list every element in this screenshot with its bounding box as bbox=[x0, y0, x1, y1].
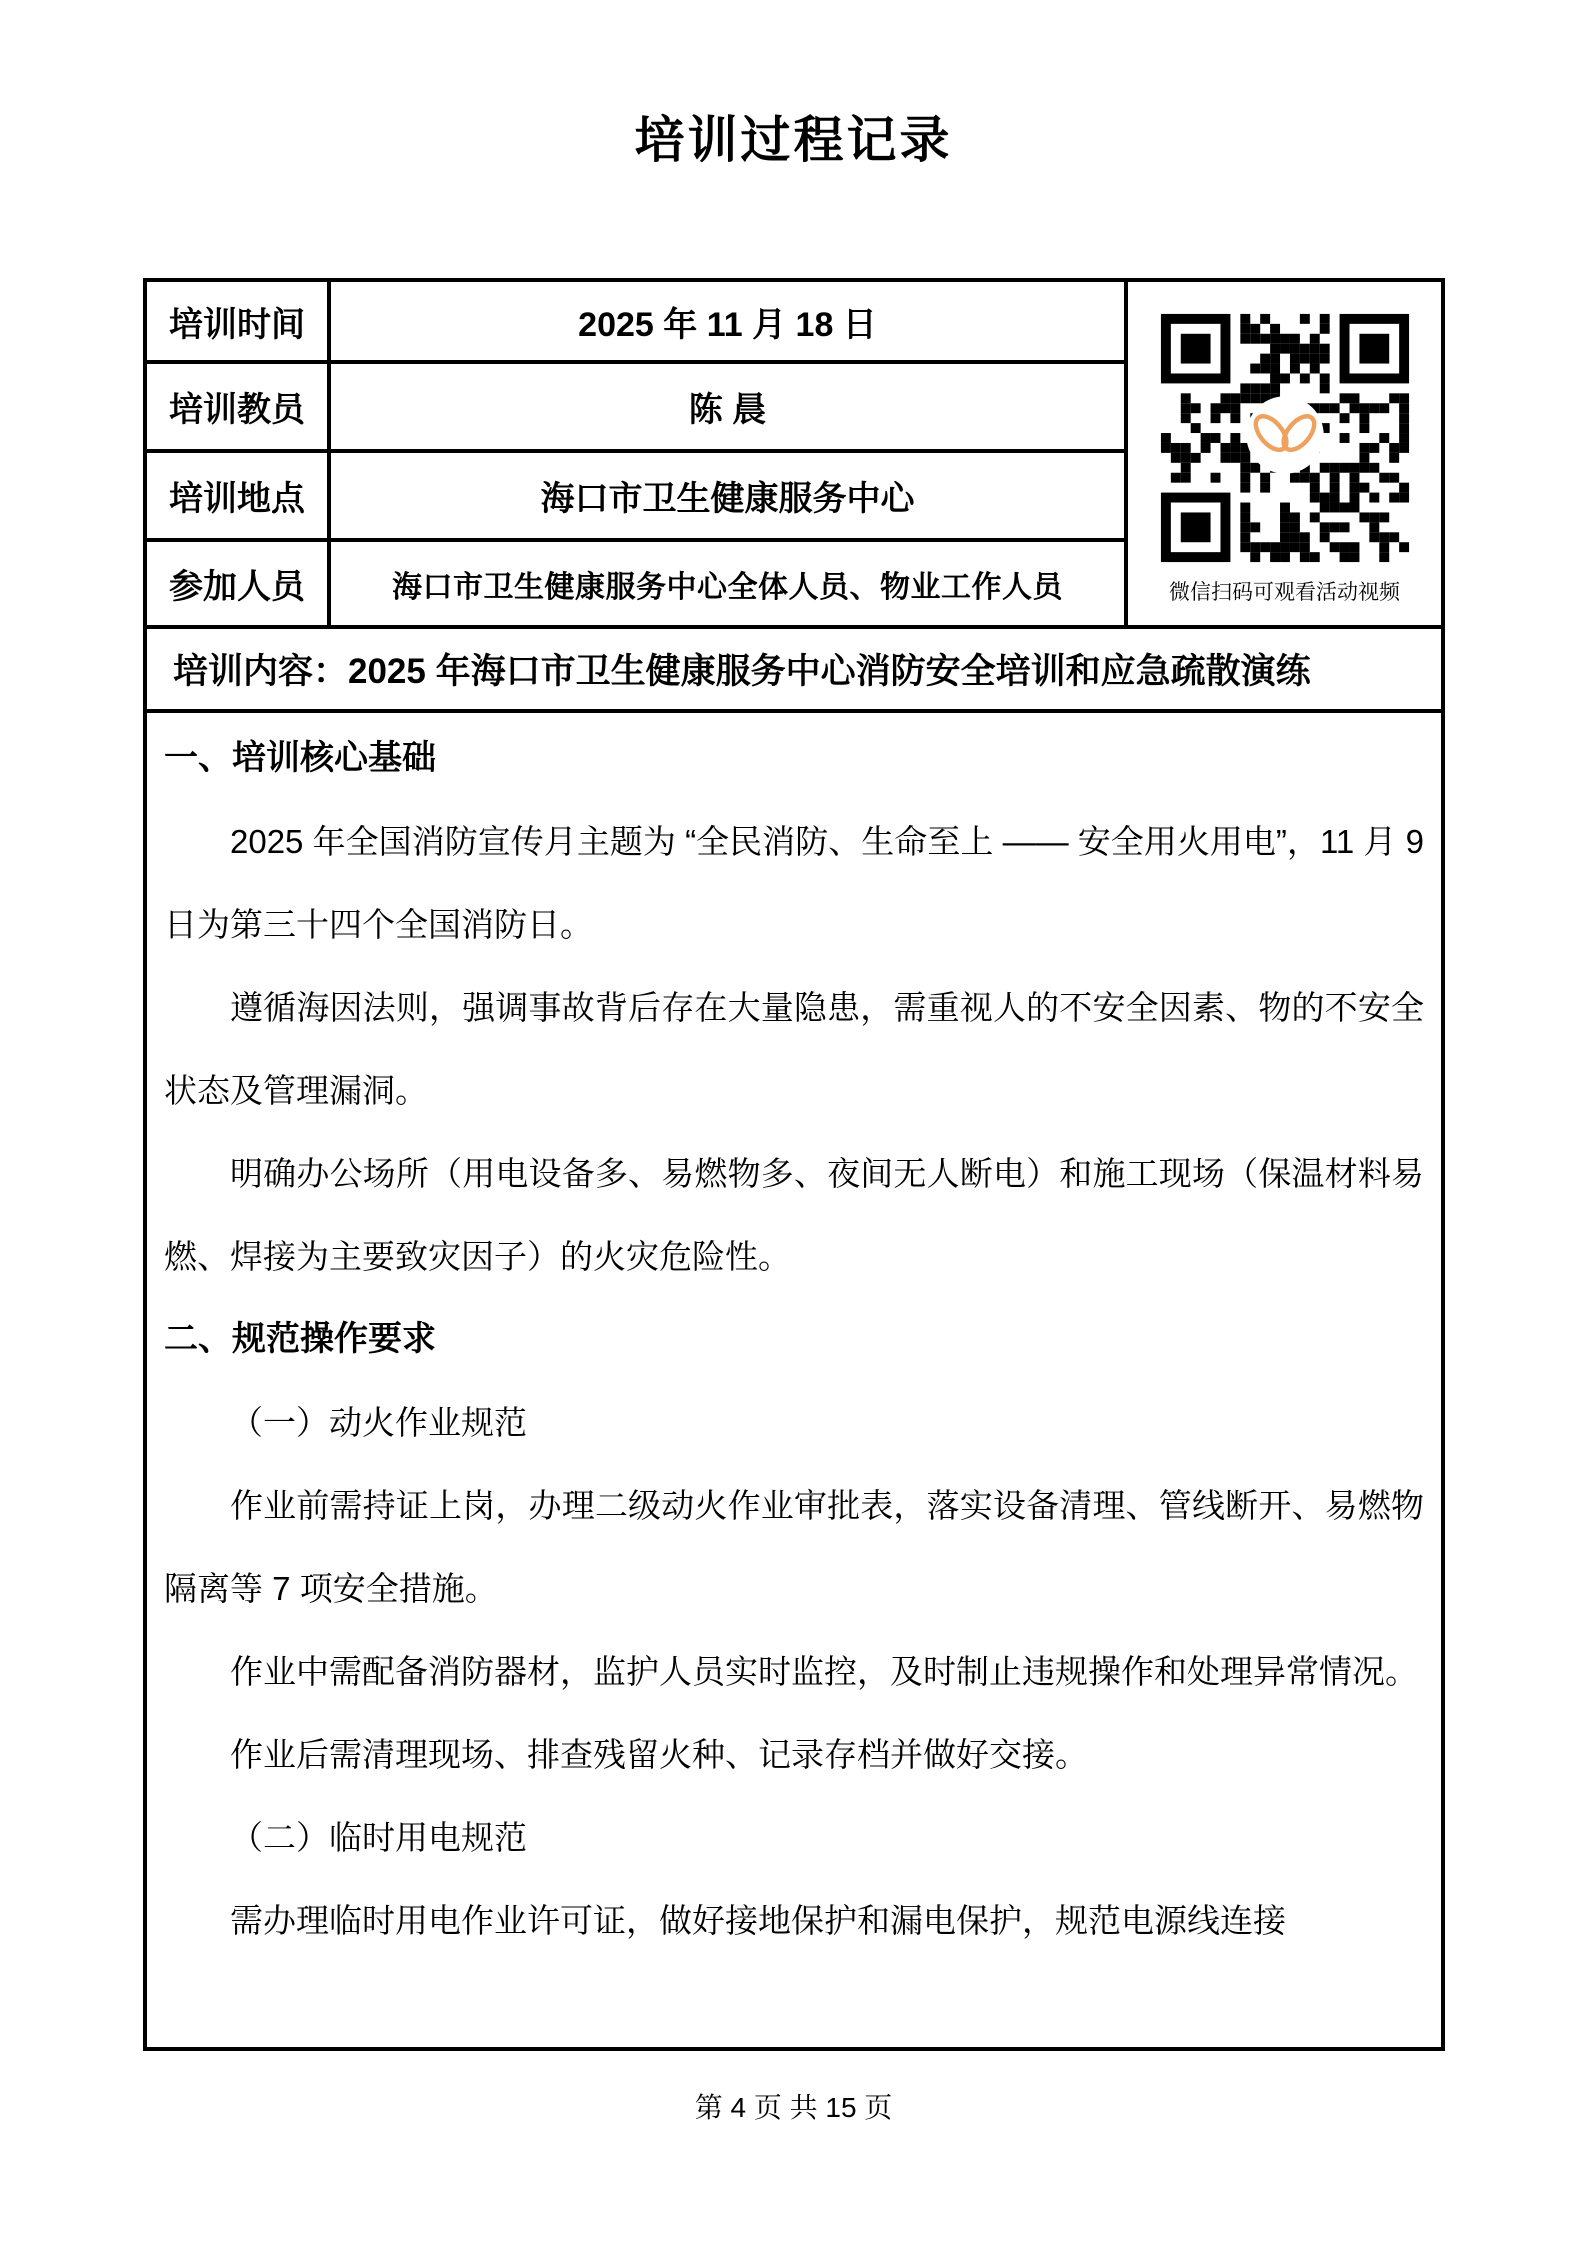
row-label-participants: 参加人员 bbox=[147, 542, 331, 629]
content-paragraph: 作业后需清理现场、排查残留火种、记录存档并做好交接。 bbox=[230, 1736, 1088, 1773]
row-label-trainer: 培训教员 bbox=[147, 364, 331, 453]
document-title: 培训过程记录 bbox=[634, 112, 953, 168]
row-label-training-time: 培训时间 bbox=[147, 282, 331, 364]
content-paragraph: 明确办公场所（用电设备多、易燃物多、夜间无人断电）和施工现场（保温材料易燃、焊接为主要致灾因子）的火灾危险性。 bbox=[164, 1155, 1424, 1275]
content-paragraph: 遵循海因法则，强调事故背后存在大量隐患，需重视人的不安全因素、物的不安全状态及管理漏洞。 bbox=[164, 989, 1424, 1109]
content-paragraph: 2025 年全国消防宣传月主题为 “全民消防、生命至上 —— 安全用火用电”，11 月 9 日为第三十四个全国消防日。 bbox=[164, 823, 1424, 943]
content-body bbox=[147, 713, 1441, 2047]
row-value-location: 海口市卫生健康服务中心 bbox=[331, 453, 1128, 542]
qr-cell bbox=[1128, 282, 1441, 629]
content-paragraph: （二）临时用电规范 bbox=[230, 1819, 527, 1856]
training-content-row: 培训内容：2025 年海口市卫生健康服务中心消防安全培训和应急疏散演练 bbox=[147, 629, 1441, 713]
page-footer: 第 4 页 共 15 页 bbox=[694, 2092, 893, 2123]
content-paragraph: 作业中需配备消防器材，监护人员实时监控，及时制止违规操作和处理异常情况。 bbox=[230, 1653, 1418, 1690]
row-label-location: 培训地点 bbox=[147, 453, 331, 542]
content-heading: 一、培训核心基础 bbox=[164, 739, 436, 777]
row-value-participants: 海口市卫生健康服务中心全体人员、物业工作人员 bbox=[331, 542, 1128, 629]
content-paragraph: 需办理临时用电作业许可证，做好接地保护和漏电保护，规范电源线连接 bbox=[230, 1902, 1286, 1939]
content-paragraph: （一）动火作业规范 bbox=[230, 1404, 527, 1441]
content-paragraph: 作业前需持证上岗，办理二级动火作业审批表，落实设备清理、管线断开、易燃物隔离等 7 项安全措施。 bbox=[164, 1487, 1424, 1607]
qr-code bbox=[1151, 304, 1419, 572]
content-heading: 二、规范操作要求 bbox=[164, 1320, 436, 1358]
qr-caption: 微信扫码可观看活动视频 bbox=[1169, 579, 1400, 604]
training-record-table bbox=[143, 278, 1445, 2051]
row-value-trainer: 陈 晨 bbox=[331, 364, 1128, 453]
row-value-training-time: 2025 年 11 月 18 日 bbox=[331, 282, 1128, 364]
